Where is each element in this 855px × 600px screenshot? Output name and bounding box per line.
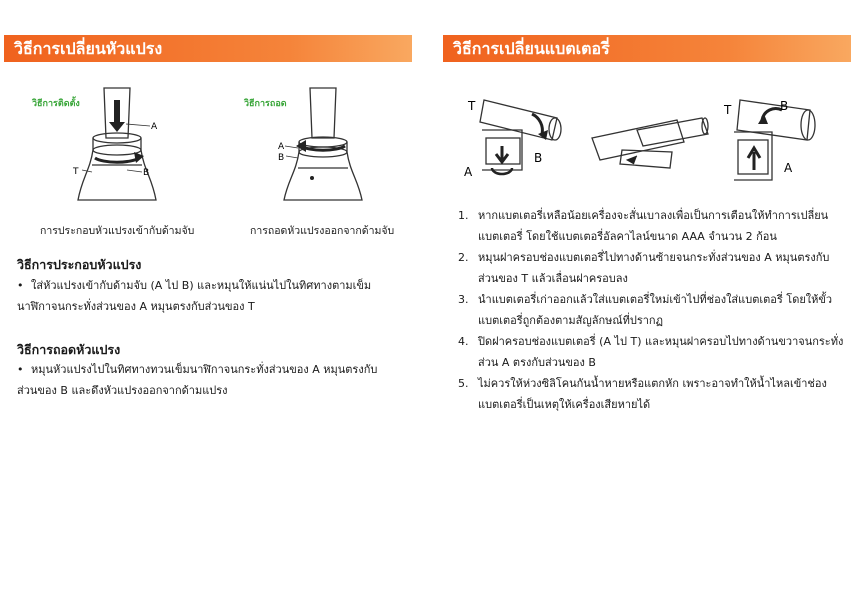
remove-section-title: วิธีการถอดหัวแปรง	[17, 342, 121, 357]
mark-t: T	[468, 99, 476, 113]
list-item	[458, 205, 848, 247]
list-item	[458, 373, 848, 415]
step-text: ปิดฝาครอบช่องแบตเตอรี่ (A ไป T) และหมุนฝาครอบไปทางด้านขวาจนกระทั่งส่วน A ตรงกับส่วนของ B	[478, 335, 844, 369]
install-brush-diagram	[62, 80, 172, 210]
list-item	[458, 331, 848, 373]
mark-a: A	[151, 122, 158, 132]
section-header-brush-head: วิธีการเปลี่ยนหัวแปรง	[4, 35, 412, 62]
mark-t: T	[73, 167, 79, 177]
bullet: •	[17, 363, 24, 376]
step-number: 4.	[458, 335, 469, 348]
battery-steps-list	[458, 205, 848, 415]
remove-figure-label: วิธีการถอด	[244, 99, 287, 109]
mark-t: T	[724, 103, 732, 117]
install-figure-label: วิธีการติดตั้ง	[32, 99, 80, 109]
install-section-text	[17, 275, 387, 317]
mark-b: B	[534, 151, 543, 165]
step-number: 3.	[458, 293, 469, 306]
battery-replacement-diagram	[462, 90, 832, 190]
install-caption: การประกอบหัวแปรงเข้ากับด้ามจับ	[40, 225, 195, 237]
install-section-title: วิธีการประกอบหัวแปรง	[17, 257, 142, 272]
mark-a: A	[784, 161, 793, 175]
step-text: ไม่ควรให้ห่วงซิลิโคนกันน้ำหายหรือแตกหัก เพราะอาจทำให้น้ำไหลเข้าช่องแบตเตอรี่เป็นเหตุให้เครื่องเสียหายได้	[478, 377, 827, 411]
list-item	[458, 289, 848, 331]
step-number: 1.	[458, 209, 469, 222]
mark-b: B	[780, 99, 789, 113]
step-text: หากแบตเตอรี่เหลือน้อยเครื่องจะสั่นเบาลงเพื่อเป็นการเตือนให้ทำการเปลี่ยนแบตเตอรี่ โดยใช้แบตเตอรี่อัลคาไลน์ขนาด AAA จำนวน 2 ก้อน	[478, 209, 829, 243]
step-number: 2.	[458, 251, 469, 264]
step-text: นำแบตเตอรี่เก่าออกแล้วใส่แบตเตอรี่ใหม่เข้าไปที่ช่องใส่แบตเตอรี่ โดยให้ขั้วแบตเตอรี่ถูกต้องตามสัญลักษณ์ที่ปรากฏ	[478, 293, 833, 327]
section-header-battery: วิธีการเปลี่ยนแบตเตอรี่	[443, 35, 851, 62]
step-text: หมุนฝาครอบช่องแบตเตอรี่ไปทางด้านซ้ายจนกระทั่งส่วนของ A หมุนตรงกับส่วนของ T แล้วเลื่อนฝาครอบลง	[478, 251, 830, 285]
mark-a: A	[464, 165, 473, 179]
mark-b: B	[278, 153, 285, 163]
mark-a: A	[278, 142, 285, 152]
bullet: •	[17, 279, 24, 292]
remove-brush-diagram	[268, 80, 378, 210]
remove-caption: การถอดหัวแปรงออกจากด้ามจับ	[250, 225, 395, 237]
step-number: 5.	[458, 377, 469, 390]
mark-b: B	[143, 168, 150, 178]
remove-instruction: หมุนหัวแปรงไปในทิศทางทวนเข็มนาฬิกาจนกระทั่งส่วนของ A หมุนตรงกับส่วนของ B และดึงหัวแปรงออกจากด้ามแปรง	[17, 363, 378, 397]
remove-section-text	[17, 359, 387, 401]
install-instruction: ใส่หัวแปรงเข้ากับด้ามจับ (A ไป B) และหมุนให้แน่นไปในทิศทางตามเข็มนาฬิกาจนกระทั่งส่วนของ A หมุนตรงกับส่วนของ T	[17, 279, 372, 313]
list-item	[458, 247, 848, 289]
